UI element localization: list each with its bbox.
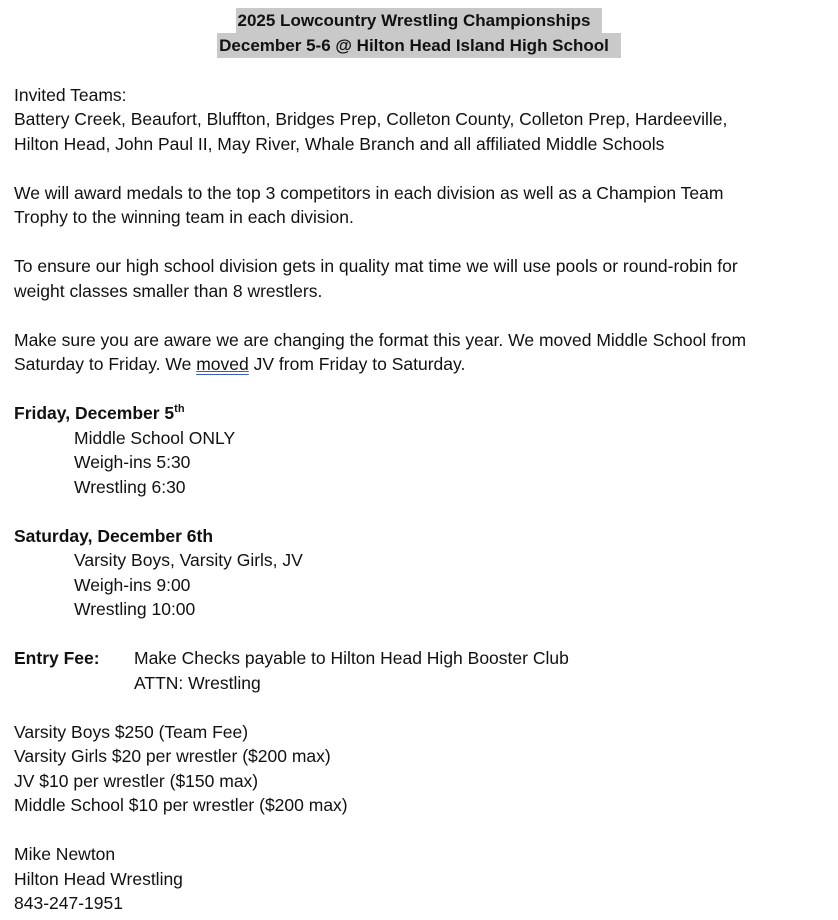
- schedule-item: Middle School ONLY: [74, 427, 236, 448]
- awards-line: Trophy to the winning team in each division.: [14, 207, 354, 227]
- pools-line: weight classes smaller than 8 wrestlers.: [14, 280, 323, 301]
- schedule-item: Weigh-ins 9:00: [74, 574, 191, 595]
- event-date-location: December 5-6 @ Hilton Head Island High School: [217, 33, 621, 58]
- pools-line: To ensure our high school division gets in quality mat time we will use pools or round-robin for: [14, 256, 738, 276]
- friday-heading: [14, 401, 824, 426]
- document-page: [14, 8, 824, 916]
- invited-teams-line: Battery Creek, Beaufort, Bluffton, Bridges Prep, Colleton County, Colleton Prep, Hardeeville,: [14, 109, 728, 129]
- fee-list: [14, 720, 824, 818]
- format-line: [14, 352, 824, 377]
- fee-item: Varsity Girls $20 per wrestler ($200 max): [14, 746, 331, 766]
- fee-item: Middle School $10 per wrestler ($200 max): [14, 795, 348, 815]
- fee-item: Varsity Boys $250 (Team Fee): [14, 721, 249, 742]
- fee-item: JV $10 per wrestler ($150 max): [14, 770, 259, 791]
- saturday-schedule: [14, 524, 824, 622]
- invited-teams-line: Hilton Head, John Paul II, May River, Whale Branch and all affiliated Middle Schools: [14, 133, 665, 154]
- title-block: [14, 8, 824, 58]
- schedule-item: Weigh-ins 5:30: [74, 452, 191, 472]
- format-text: JV from Friday to Saturday.: [248, 354, 466, 374]
- schedule-item: Wrestling 6:30: [74, 476, 186, 497]
- format-line: Make sure you are aware we are changing the format this year. We moved Middle School from: [14, 329, 747, 350]
- contact-name: Mike Newton: [14, 844, 116, 864]
- invited-teams-section: [14, 83, 824, 157]
- contact-block: [14, 842, 824, 916]
- entry-fee-payable: Make Checks payable to Hilton Head High Booster Club: [134, 648, 569, 668]
- friday-schedule: [14, 401, 824, 499]
- entry-fee-attn: ATTN: Wrestling: [134, 672, 261, 693]
- awards-paragraph: [14, 181, 824, 230]
- event-title: 2025 Lowcountry Wrestling Championships: [236, 8, 603, 33]
- friday-heading-text: Friday, December 5: [14, 403, 175, 423]
- contact-phone: 843-247-1951: [14, 893, 123, 913]
- entry-fee-label: Entry Fee:: [14, 648, 100, 668]
- spellcheck-word: moved: [196, 354, 249, 374]
- format-text: Saturday to Friday. We: [14, 354, 197, 374]
- entry-fee-section: [14, 646, 824, 695]
- awards-line: We will award medals to the top 3 competitors in each division as well as a Champion Team: [14, 182, 724, 203]
- format-paragraph: [14, 328, 824, 377]
- saturday-heading: Saturday, December 6th: [14, 525, 214, 546]
- contact-org: Hilton Head Wrestling: [14, 868, 183, 889]
- pools-paragraph: [14, 254, 824, 303]
- schedule-item: Varsity Boys, Varsity Girls, JV: [74, 550, 303, 570]
- schedule-item: Wrestling 10:00: [74, 599, 196, 619]
- invited-teams-heading: Invited Teams:: [14, 84, 127, 105]
- ordinal-suffix: th: [174, 403, 185, 416]
